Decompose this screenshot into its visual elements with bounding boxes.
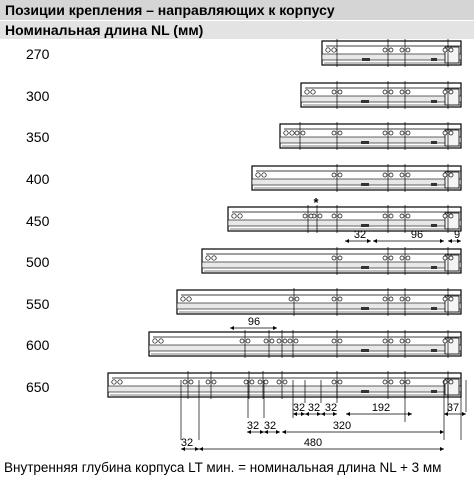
fixing-hole (332, 256, 336, 260)
fixing-hole (389, 214, 393, 218)
fixing-hole (383, 131, 387, 135)
fixing-hole (406, 339, 410, 343)
dimension-labels (181, 195, 460, 449)
rail-slot (361, 224, 369, 227)
arrowhead (440, 430, 444, 434)
dimension-label: 32 (307, 402, 321, 414)
fixing-hole (443, 90, 447, 94)
fixing-hole (181, 297, 185, 301)
fixing-hole (309, 214, 313, 218)
fixing-hole (400, 90, 404, 94)
arrowhead (276, 430, 280, 434)
length-label-650: 650 (26, 379, 50, 395)
rail-slot (361, 349, 369, 352)
rail-body (301, 83, 461, 107)
fixing-hole (301, 131, 305, 135)
fixing-hole (443, 131, 447, 135)
length-label-300: 300 (26, 88, 50, 104)
fixing-hole (189, 380, 193, 384)
fixing-hole (443, 173, 447, 177)
runner-rail (108, 373, 461, 397)
runner-rail (177, 290, 461, 314)
fixing-hole (232, 214, 236, 218)
fixing-hole (449, 297, 453, 301)
arrowhead (345, 239, 349, 243)
fixing-hole (449, 48, 453, 52)
fixing-hole (332, 173, 336, 177)
fixing-hole (295, 297, 299, 301)
fixing-hole (277, 380, 281, 384)
rail-slot (431, 307, 437, 310)
fixing-hole (283, 380, 287, 384)
fixing-hole (383, 214, 387, 218)
runner-rails (108, 41, 461, 397)
rail-slot (431, 183, 437, 186)
fixing-hole (449, 90, 453, 94)
fixing-hole (112, 380, 116, 384)
dimension-label: 9 (453, 229, 461, 241)
rail-slot (431, 349, 437, 352)
star-marker: * (313, 195, 319, 210)
arrowhead (408, 412, 412, 416)
rail-channel (322, 54, 461, 60)
runner-rail (322, 41, 461, 65)
dimension-label: 37 (446, 402, 460, 414)
fixing-hole (383, 173, 387, 177)
arrowhead (273, 326, 277, 330)
rail-body (177, 290, 461, 314)
dimension-label: 32 (353, 229, 367, 241)
rail-channel (252, 179, 461, 185)
rail-body (280, 124, 461, 148)
arrowhead (282, 430, 286, 434)
fixing-hole (332, 131, 336, 135)
rail-slot (361, 390, 369, 393)
fixing-hole (443, 297, 447, 301)
length-label-400: 400 (26, 171, 50, 187)
fixing-hole (338, 90, 342, 94)
fixing-hole (270, 339, 274, 343)
fixing-hole (159, 339, 163, 343)
rail-slot (431, 266, 437, 269)
fixing-hole (294, 339, 298, 343)
dimension-label: 32 (263, 420, 277, 432)
fixing-hole (264, 339, 268, 343)
rail-body (322, 41, 461, 65)
fixing-hole (449, 339, 453, 343)
arrowhead (373, 239, 377, 243)
fixing-hole (400, 339, 404, 343)
fixing-hole (318, 214, 322, 218)
runner-rail (149, 332, 461, 356)
fixing-hole (290, 131, 294, 135)
fixing-hole (400, 380, 404, 384)
fixing-hole (240, 339, 244, 343)
fixing-hole (383, 297, 387, 301)
fixing-hole (383, 48, 387, 52)
rail-channel (108, 386, 461, 392)
dimension-label: 96 (410, 229, 424, 241)
fixing-hole (406, 214, 410, 218)
fixing-hole (383, 339, 387, 343)
length-label-550: 550 (26, 296, 50, 312)
rail-body (228, 207, 461, 231)
fixing-hole (449, 173, 453, 177)
rail-body (149, 332, 461, 356)
runner-rail (280, 124, 461, 148)
fixing-hole (400, 256, 404, 260)
fixing-hole (406, 131, 410, 135)
fixing-hole (332, 214, 336, 218)
fixing-hole (187, 297, 191, 301)
rail-channel (177, 303, 461, 309)
arrowhead (367, 239, 371, 243)
arrowhead (230, 326, 234, 330)
arrowhead (448, 239, 452, 243)
fixing-hole (443, 339, 447, 343)
fixing-hole (449, 380, 453, 384)
fixing-hole (389, 297, 393, 301)
fixing-hole (338, 297, 342, 301)
arrowhead (462, 412, 466, 416)
fixing-hole (212, 256, 216, 260)
fixing-hole (277, 339, 281, 343)
fixing-hole (338, 131, 342, 135)
fixing-hole (289, 297, 293, 301)
fixing-hole (400, 297, 404, 301)
fixing-hole (288, 339, 292, 343)
rail-channel (149, 345, 461, 351)
fixing-hole (262, 173, 266, 177)
length-label-450: 450 (26, 213, 50, 229)
runner-rail (301, 83, 461, 107)
fixing-hole (400, 48, 404, 52)
rail-body (108, 373, 461, 397)
fixing-hole (383, 256, 387, 260)
fixing-hole (400, 214, 404, 218)
fixing-hole (389, 339, 393, 343)
fixing-hole (338, 380, 342, 384)
fixing-hole (332, 380, 336, 384)
runner-rail (202, 249, 461, 273)
fixing-hole (246, 339, 250, 343)
fixing-hole (389, 173, 393, 177)
fixing-hole (332, 48, 336, 52)
rail-channel (228, 220, 461, 226)
dimension-label: 32 (324, 402, 338, 414)
fixing-hole (238, 214, 242, 218)
fixing-hole (449, 214, 453, 218)
fixing-hole (305, 90, 309, 94)
dimension-label: 96 (247, 316, 261, 328)
fixing-hole (183, 380, 187, 384)
fixing-hole (449, 131, 453, 135)
fixing-hole (284, 131, 288, 135)
fixing-hole (212, 380, 216, 384)
rail-slot (431, 224, 437, 227)
footnote: Внутренняя глубина корпуса LT мин. = номинальная длина NL + 3 мм (4, 460, 442, 475)
fixing-hole (250, 380, 254, 384)
fixing-hole (443, 48, 447, 52)
rail-slot (431, 390, 437, 393)
fixing-hole (264, 380, 268, 384)
fixing-hole (406, 48, 410, 52)
fixing-hole (244, 380, 248, 384)
arrowhead (199, 447, 203, 451)
fixing-hole (118, 380, 122, 384)
column-header: Номинальная длина NL (мм) (5, 22, 204, 38)
fixing-hole (206, 256, 210, 260)
rail-body (202, 249, 461, 273)
fixing-hole (283, 339, 287, 343)
rail-body (252, 166, 461, 190)
length-label-350: 350 (26, 129, 50, 145)
arrowhead (195, 447, 199, 451)
fixing-hole (206, 380, 210, 384)
fixing-hole (332, 339, 336, 343)
fixing-hole (383, 90, 387, 94)
dimension-label: 32 (292, 402, 306, 414)
fixing-hole (406, 90, 410, 94)
fixing-hole (406, 380, 410, 384)
length-label-270: 270 (26, 46, 50, 62)
fixing-hole (311, 90, 315, 94)
fixing-hole (258, 380, 262, 384)
rail-slot (431, 100, 437, 103)
fixing-hole (256, 173, 260, 177)
fixing-hole (338, 214, 342, 218)
rail-slot (361, 266, 369, 269)
fixing-hole (406, 256, 410, 260)
fixing-hole (338, 339, 342, 343)
fixing-hole (389, 380, 393, 384)
fixing-hole (338, 256, 342, 260)
arrowhead (440, 447, 444, 451)
fixing-hole (389, 256, 393, 260)
fixing-hole (389, 90, 393, 94)
fixing-hole (406, 297, 410, 301)
rail-slot (361, 141, 369, 144)
length-label-600: 600 (26, 337, 50, 353)
fixing-hole (389, 131, 393, 135)
rail-slot (431, 58, 437, 61)
dimension-label: 320 (332, 420, 352, 432)
arrowhead (440, 239, 444, 243)
fixing-hole (383, 380, 387, 384)
dimension-label: 480 (303, 437, 323, 449)
rail-slot (362, 58, 370, 61)
dimension-label: 32 (180, 437, 194, 449)
fixing-hole (389, 48, 393, 52)
rail-slot (431, 141, 437, 144)
page-title: Позиции крепления – направляющих к корпусу (5, 2, 335, 18)
fixing-hole (153, 339, 157, 343)
fixing-hole (406, 173, 410, 177)
fixing-hole (326, 48, 330, 52)
rail-channel (202, 262, 461, 268)
fixing-hole (449, 256, 453, 260)
rail-slot (361, 183, 369, 186)
fixing-hole (400, 131, 404, 135)
dimension-label: 192 (371, 402, 391, 414)
fixing-hole (303, 214, 307, 218)
arrowhead (346, 412, 350, 416)
runner-rail (228, 207, 461, 231)
rail-slot (361, 307, 369, 310)
runner-rail (252, 166, 461, 190)
fixing-hole (443, 256, 447, 260)
fixing-hole (443, 380, 447, 384)
fixing-hole (332, 297, 336, 301)
dimension-label: 32 (246, 420, 260, 432)
fixing-hole (332, 90, 336, 94)
fixing-hole (443, 214, 447, 218)
rail-slot (361, 100, 369, 103)
length-label-500: 500 (26, 254, 50, 270)
fixing-hole (400, 173, 404, 177)
fixing-hole (338, 173, 342, 177)
fixing-hole (295, 131, 299, 135)
